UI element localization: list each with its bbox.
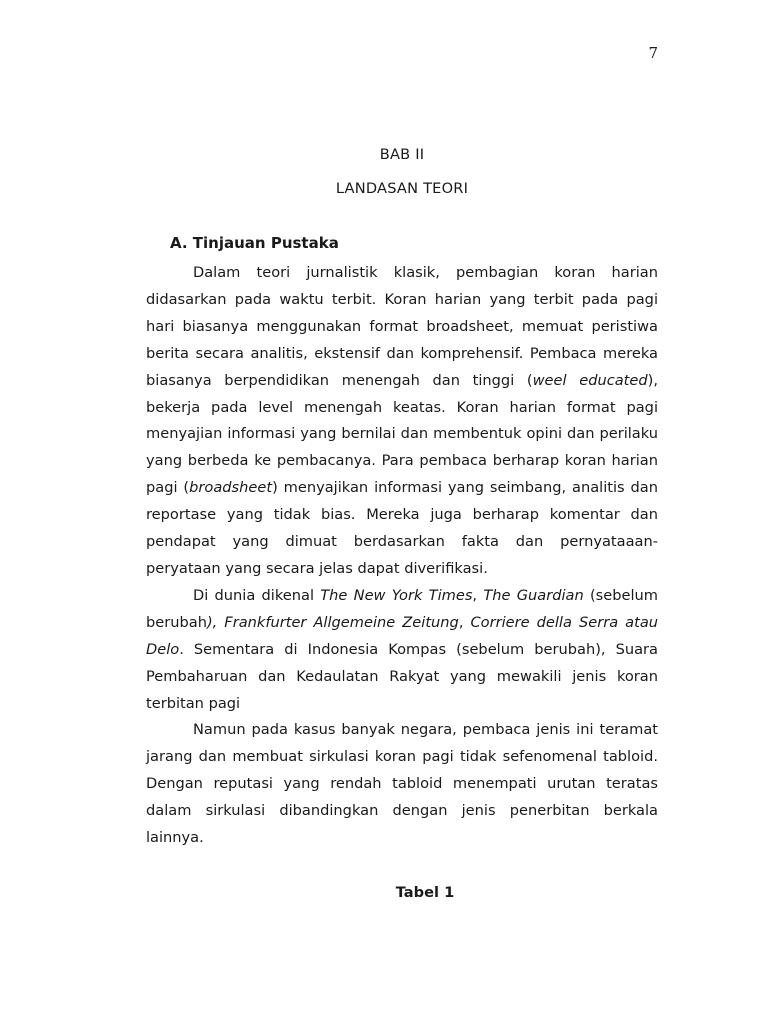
italic-term: ), Frankfurter Allgemeine Zeitung	[206, 613, 459, 631]
paragraph-2	[146, 583, 658, 718]
section-heading: A. Tinjauan Pustaka	[170, 234, 339, 252]
text-segment: ), bekerja pada level menengah keatas. Koran harian format pagi menyajian informasi yang bernilai dan membentuk opini dan perilaku yang berbeda ke pembacanya. Para pembaca berharap koran harian pagi (	[146, 371, 658, 497]
chapter-title: LANDASAN TEORI	[335, 180, 469, 197]
text-segment: . Sementara di Indonesia Kompas (sebelum berubah), Suara Pembaharuan dan Kedaulatan Rakyat yang mewakili jenis koran terbitan pagi	[146, 640, 658, 712]
chapter-number: BAB II	[379, 146, 425, 163]
text-segment: Di dunia dikenal	[193, 586, 321, 604]
text-segment: ,	[472, 586, 484, 604]
text-segment: ) menyajikan informasi yang seimbang, analitis dan reportase yang tidak bias. Mereka juga berharap komentar dan pendapat yang dimuat berdasarkan fakta dan pernyataaan-peryataan yang secara jelas dapat diverifikasi.	[146, 479, 658, 577]
body-text	[146, 260, 658, 852]
italic-term: weel educated	[532, 371, 648, 389]
table-caption: Tabel 1	[395, 884, 455, 901]
italic-term: The Guardian	[483, 586, 584, 604]
italic-term: broadsheet	[189, 479, 273, 497]
paragraph-3	[146, 717, 658, 852]
text-segment: ,	[458, 613, 471, 631]
text-segment: (sebelum berubah	[146, 586, 658, 631]
text-segment: Namun pada kasus banyak negara, pembaca jenis ini teramat jarang dan membuat sirkulasi koran pagi tidak sefenomenal tabloid. Dengan reputasi yang rendah tabloid menempati urutan teratas dalam sirkulasi dibandingkan dengan jenis penerbitan berkala lainnya.	[146, 721, 658, 847]
italic-term: The New York Times	[320, 586, 473, 604]
text-segment: Dalam teori jurnalistik klasik, pembagian koran harian didasarkan pada waktu terbit. Koran harian yang terbit pada pagi hari biasanya menggunakan format broadsheet, memuat peristiwa berita secara analitis, ekstensif dan komprehensif. Pembaca mereka biasanya berpendidikan menengah dan tinggi (	[146, 264, 658, 389]
italic-term: Corriere della Serra atau Delo	[146, 613, 659, 658]
paragraph-1	[146, 260, 658, 583]
page-number: 7	[648, 44, 658, 62]
